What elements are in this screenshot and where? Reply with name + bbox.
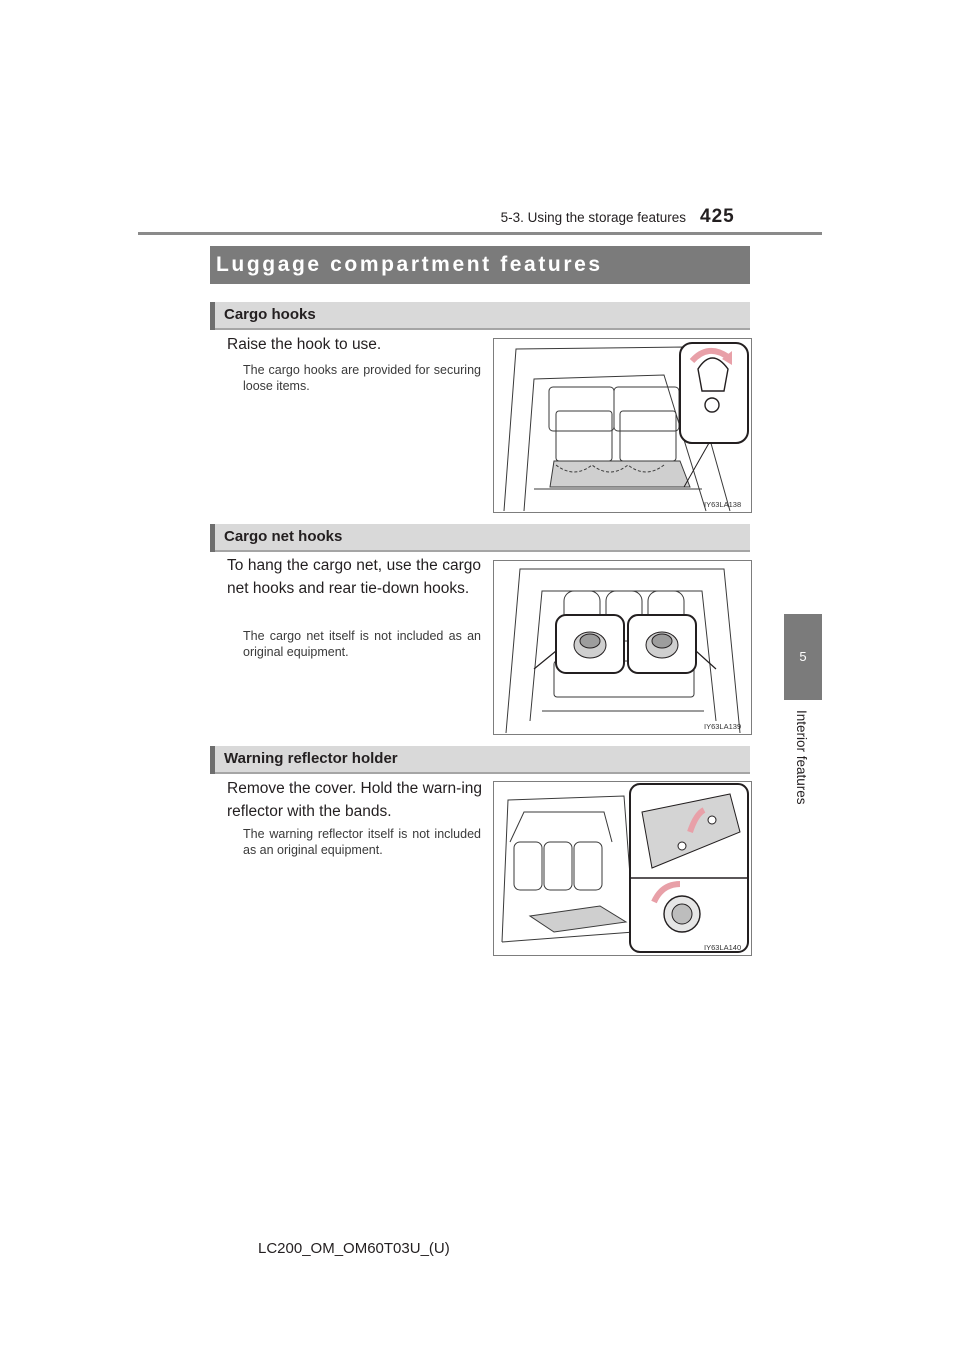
chapter-tab: 5 bbox=[784, 614, 822, 700]
section-title: 5-3. Using the storage features bbox=[500, 210, 686, 225]
page-heading bbox=[210, 246, 750, 284]
page-number: 425 bbox=[700, 206, 735, 227]
instruction-text: To hang the cargo net, use the cargo net hooks and rear tie-down hooks. bbox=[227, 557, 481, 597]
subheading-text: Cargo net hooks bbox=[224, 528, 343, 545]
instruction-text: Remove the cover. Hold the warn-ing reflector with the bands. bbox=[227, 780, 483, 820]
subheading-warning-reflector-holder bbox=[210, 746, 750, 774]
warning-reflector-illustration bbox=[494, 782, 751, 955]
cargo-hooks-illustration bbox=[494, 339, 751, 512]
chapter-label bbox=[793, 710, 813, 860]
note-text: The cargo net itself is not included as an original equipment. bbox=[243, 629, 481, 659]
note-text: The warning reflector itself is not included as an original equipment. bbox=[243, 827, 481, 857]
cargo-net-hooks-figure bbox=[493, 560, 752, 735]
warning-reflector-holder-figure bbox=[493, 781, 752, 956]
figure-code: IY63LA140 bbox=[704, 943, 742, 952]
figure-code: IY63LA139 bbox=[704, 722, 742, 731]
figure-code: IY63LA138 bbox=[704, 500, 742, 509]
cargo-net-hooks-illustration bbox=[494, 561, 751, 734]
instruction-text: Raise the hook to use. bbox=[227, 336, 382, 353]
subheading-text: Cargo hooks bbox=[224, 306, 316, 323]
chapter-label-text: Interior features bbox=[794, 710, 809, 805]
cargo-hooks-figure bbox=[493, 338, 752, 513]
header-rule bbox=[138, 232, 822, 235]
subheading-cargo-hooks bbox=[210, 302, 750, 330]
subheading-text: Warning reflector holder bbox=[224, 750, 398, 767]
page-heading-text: Luggage compartment features bbox=[216, 253, 603, 276]
document-code: LC200_OM_OM60T03U_(U) bbox=[258, 1240, 450, 1257]
subheading-cargo-net-hooks bbox=[210, 524, 750, 552]
note-text: The cargo hooks are provided for securing loose items. bbox=[243, 363, 481, 393]
